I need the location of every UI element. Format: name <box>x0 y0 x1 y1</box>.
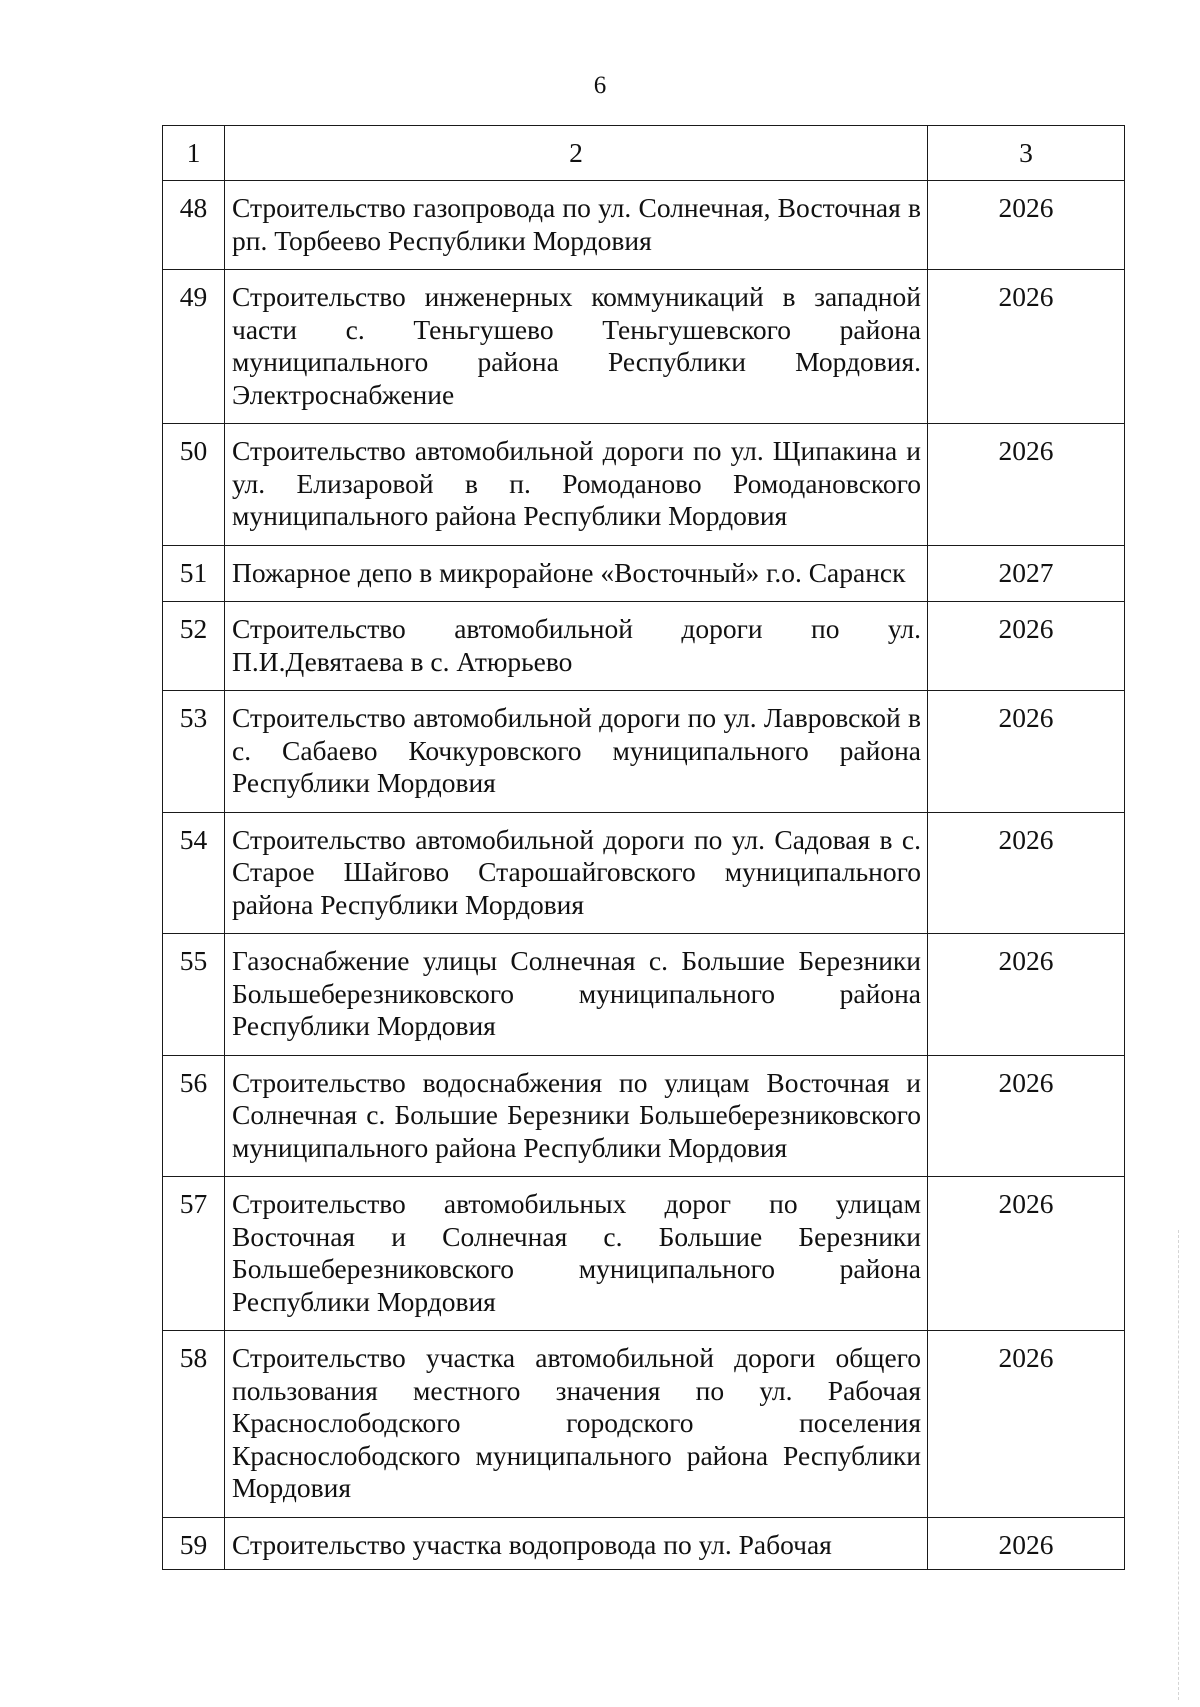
row-number: 52 <box>163 602 225 691</box>
table-row <box>163 812 1125 934</box>
row-year: 2026 <box>928 602 1125 691</box>
projects-table-body <box>163 126 1125 1570</box>
header-col-3: 3 <box>928 126 1125 181</box>
row-number: 49 <box>163 270 225 424</box>
table-row <box>163 1517 1125 1570</box>
header-col-1: 1 <box>163 126 225 181</box>
table-row <box>163 1055 1125 1177</box>
row-description: Строительство участка автомобильной дороги общего пользования местного значения по ул. Рабочая Краснослободского городского поселения Краснослободского муниципального района Республики Мордовия <box>225 1331 928 1518</box>
row-year: 2026 <box>928 691 1125 813</box>
table-row <box>163 1331 1125 1518</box>
table-row <box>163 602 1125 691</box>
table-row <box>163 1177 1125 1331</box>
header-col-2: 2 <box>225 126 928 181</box>
table-row <box>163 424 1125 546</box>
row-year: 2026 <box>928 1055 1125 1177</box>
row-number: 55 <box>163 934 225 1056</box>
row-year: 2027 <box>928 545 1125 602</box>
row-year: 2026 <box>928 1177 1125 1331</box>
table-row <box>163 181 1125 270</box>
row-year: 2026 <box>928 812 1125 934</box>
row-year: 2026 <box>928 1517 1125 1570</box>
row-number: 59 <box>163 1517 225 1570</box>
row-description: Строительство автомобильных дорог по улицам Восточная и Солнечная с. Большие Березники Большеберезниковского муниципального района Республики Мордовия <box>225 1177 928 1331</box>
table-row <box>163 934 1125 1056</box>
row-number: 48 <box>163 181 225 270</box>
row-year: 2026 <box>928 424 1125 546</box>
row-number: 51 <box>163 545 225 602</box>
row-description: Строительство инженерных коммуникаций в западной части с. Теньгушево Теньгушевского района муниципального района Республики Мордовия. Электроснабжение <box>225 270 928 424</box>
table-row <box>163 691 1125 813</box>
row-number: 54 <box>163 812 225 934</box>
row-number: 58 <box>163 1331 225 1518</box>
row-number: 56 <box>163 1055 225 1177</box>
margin-scan-marks <box>1178 1230 1180 1700</box>
header-row <box>163 126 1125 181</box>
row-number: 57 <box>163 1177 225 1331</box>
row-description: Строительство автомобильной дороги по ул. Садовая в с. Старое Шайгово Старошайговского муниципального района Республики Мордовия <box>225 812 928 934</box>
row-year: 2026 <box>928 181 1125 270</box>
row-description: Строительство газопровода по ул. Солнечная, Восточная в рп. Торбеево Республики Мордовия <box>225 181 928 270</box>
row-year: 2026 <box>928 270 1125 424</box>
row-year: 2026 <box>928 1331 1125 1518</box>
row-number: 50 <box>163 424 225 546</box>
table-row <box>163 270 1125 424</box>
row-description: Газоснабжение улицы Солнечная с. Большие Березники Большеберезниковского муниципального района Республики Мордовия <box>225 934 928 1056</box>
row-number: 53 <box>163 691 225 813</box>
row-description: Пожарное депо в микрорайоне «Восточный» г.о. Саранск <box>225 545 928 602</box>
row-description: Строительство автомобильной дороги по ул. П.И.Девятаева в с. Атюрьево <box>225 602 928 691</box>
row-description: Строительство автомобильной дороги по ул. Лавровской в с. Сабаево Кочкуровского муниципального района Республики Мордовия <box>225 691 928 813</box>
page-number: 6 <box>593 72 607 99</box>
row-description: Строительство водоснабжения по улицам Восточная и Солнечная с. Большие Березники Большеберезниковского муниципального района Республики Мордовия <box>225 1055 928 1177</box>
row-year: 2026 <box>928 934 1125 1056</box>
projects-table <box>162 125 1125 1570</box>
row-description: Строительство автомобильной дороги по ул. Щипакина и ул. Елизаровой в п. Ромоданово Ромодановского муниципального района Республики Мордовия <box>225 424 928 546</box>
row-description: Строительство участка водопровода по ул. Рабочая <box>225 1517 928 1570</box>
table-row <box>163 545 1125 602</box>
